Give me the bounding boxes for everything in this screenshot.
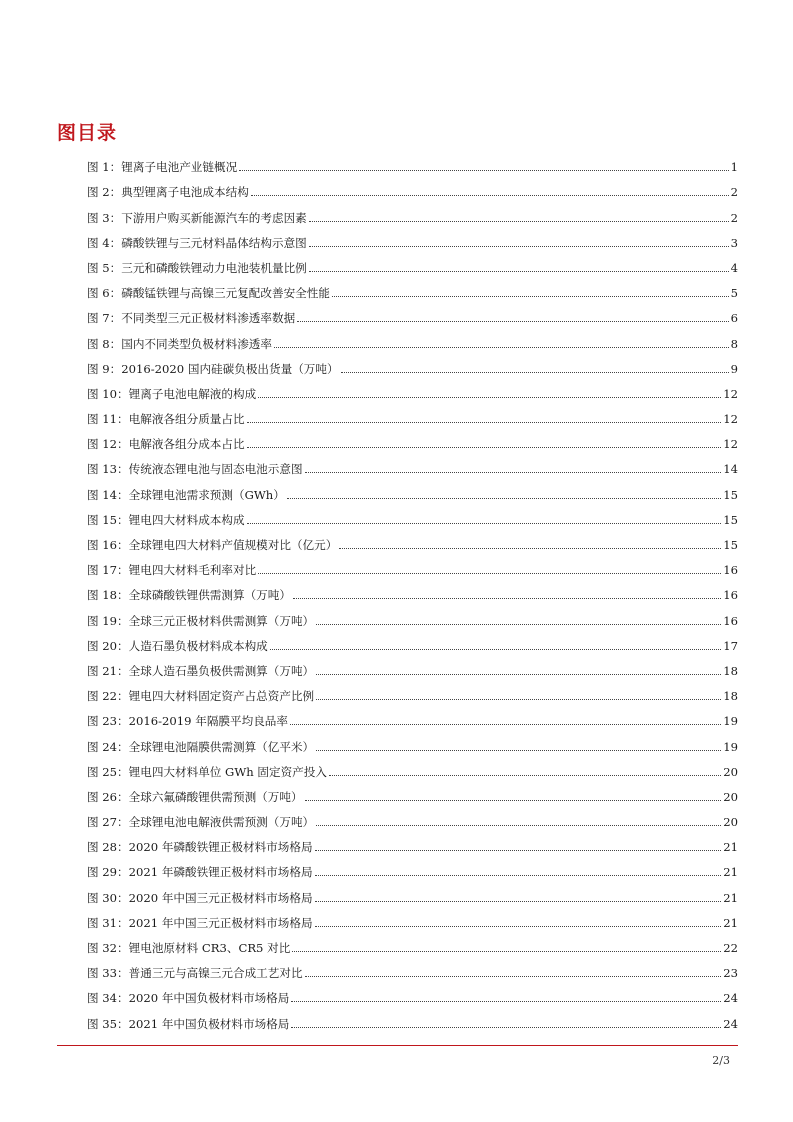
- toc-entry-page: 20: [723, 764, 738, 779]
- toc-dot-leader: [315, 901, 722, 902]
- toc-entry[interactable]: [87, 830, 738, 855]
- toc-entry-page: 2: [730, 185, 738, 200]
- toc-entry-label: 图 29：2021 年磷酸铁锂正极材料市场格局: [87, 865, 313, 880]
- toc-dot-leader: [291, 1001, 721, 1002]
- toc-entry-label: 图 32：锂电池原材料 CR3、CR5 对比: [87, 941, 291, 955]
- toc-dot-leader: [239, 170, 728, 171]
- toc-entry[interactable]: [87, 251, 738, 276]
- toc-entry-page: 8: [730, 336, 738, 351]
- toc-entry-page: 2: [730, 210, 738, 225]
- toc-entry-page: 20: [723, 815, 738, 830]
- toc-entry-label: 图 30：2020 年中国三元正极材料市场格局: [87, 890, 313, 905]
- toc-dot-leader: [247, 523, 722, 524]
- toc-dot-leader: [305, 472, 722, 473]
- toc-entry[interactable]: [87, 276, 738, 301]
- toc-entry-label: 图 14：全球锂电池需求预测（GWh）: [87, 487, 285, 502]
- toc-dot-leader: [247, 447, 722, 448]
- toc-entry[interactable]: [87, 377, 738, 402]
- toc-entry-label: 图 24：全球锂电池隔膜供需测算（亿平米）: [87, 739, 315, 754]
- toc-entry-page: 12: [723, 386, 738, 401]
- toc-entry-label: 图 21：全球人造石墨负极供需测算（万吨）: [87, 663, 315, 678]
- toc-entry[interactable]: [87, 578, 738, 603]
- toc-entry-page: 24: [723, 1016, 738, 1031]
- toc-dot-leader: [305, 976, 722, 977]
- toc-entry-label: 图 15：锂电四大材料成本构成: [87, 512, 245, 527]
- toc-entry-page: 15: [723, 487, 738, 502]
- toc-entry[interactable]: [87, 629, 738, 654]
- toc-entry-label: 图 3：下游用户购买新能源汽车的考虑因素: [87, 210, 307, 225]
- toc-entry[interactable]: [87, 200, 738, 225]
- toc-entry[interactable]: [87, 301, 738, 326]
- toc-entry-label: 图 27：全球锂电池电解液供需预测（万吨）: [87, 815, 315, 830]
- toc-dot-leader: [329, 775, 721, 776]
- toc-dot-leader: [316, 624, 721, 625]
- toc-entry-label: 图 17：锂电四大材料毛利率对比: [87, 563, 257, 578]
- toc-entry[interactable]: [87, 805, 738, 830]
- toc-entry-page: 15: [723, 538, 738, 552]
- toc-dot-leader: [293, 598, 721, 599]
- toc-entry[interactable]: [87, 326, 738, 351]
- toc-entry-page: 19: [723, 714, 738, 729]
- toc-entry-label: 图 31：2021 年中国三元正极材料市场格局: [87, 915, 313, 930]
- toc-dot-leader: [290, 724, 721, 725]
- toc-entry-label: 图 23：2016-2019 年隔膜平均良品率: [87, 714, 288, 729]
- toc-entry[interactable]: [87, 704, 738, 729]
- toc-entry[interactable]: [87, 956, 738, 981]
- toc-entry-label: 图 12：电解液各组分成本占比: [87, 437, 245, 452]
- toc-entry-label: 图 10：锂离子电池电解液的构成: [87, 386, 257, 401]
- toc-entry[interactable]: [87, 150, 738, 175]
- toc-entry-page: 15: [723, 512, 738, 527]
- toc-entry-label: 图 20：人造石墨负极材料成本构成: [87, 638, 268, 653]
- toc-entry-page: 23: [723, 966, 738, 981]
- toc-entry[interactable]: [87, 906, 738, 931]
- toc-entry[interactable]: [87, 1006, 738, 1031]
- toc-dot-leader: [316, 699, 721, 700]
- toc-entry-label: 图 16：全球锂电四大材料产值规模对比（亿元）: [87, 538, 338, 552]
- toc-dot-leader: [258, 397, 721, 398]
- toc-dot-leader: [258, 573, 721, 574]
- toc-dot-leader: [332, 296, 729, 297]
- toc-entry[interactable]: [87, 755, 738, 780]
- toc-entry-label: 图 11：电解液各组分质量占比: [87, 412, 245, 427]
- toc-dot-leader: [316, 750, 721, 751]
- toc-entry-label: 图 2：典型锂离子电池成本结构: [87, 185, 249, 200]
- toc-dot-leader: [315, 875, 722, 876]
- toc-entry-page: 1: [730, 160, 738, 175]
- toc-entry[interactable]: [87, 880, 738, 905]
- toc-entry-page: 9: [730, 361, 738, 376]
- toc-dot-leader: [292, 951, 721, 952]
- toc-entry[interactable]: [87, 603, 738, 628]
- toc-entry-label: 图 8：国内不同类型负极材料渗透率: [87, 336, 272, 351]
- toc-entry-label: 图 4：磷酸铁锂与三元材料晶体结构示意图: [87, 235, 307, 250]
- toc-entry-label: 图 13：传统液态锂电池与固态电池示意图: [87, 462, 303, 477]
- toc-entry-page: 21: [723, 890, 738, 905]
- toc-heading: 图目录: [57, 122, 118, 144]
- toc-dot-leader: [315, 850, 722, 851]
- toc-dot-leader: [305, 800, 722, 801]
- toc-entry-page: 12: [723, 412, 738, 427]
- toc-entry-page: 16: [723, 613, 738, 628]
- toc-dot-leader: [316, 674, 721, 675]
- toc-entry-label: 图 7：不同类型三元正极材料渗透率数据: [87, 311, 296, 326]
- toc-dot-leader: [315, 926, 722, 927]
- toc-dot-leader: [316, 825, 721, 826]
- toc-entry-page: 16: [723, 588, 738, 603]
- toc-dot-leader: [341, 372, 729, 373]
- toc-entry[interactable]: [87, 931, 738, 956]
- toc-dot-leader: [297, 321, 728, 322]
- toc-dot-leader: [247, 422, 722, 423]
- toc-entry[interactable]: [87, 226, 738, 251]
- toc-entry-label: 图 22：锂电四大材料固定资产占总资产比例: [87, 689, 315, 704]
- toc-entry[interactable]: [87, 780, 738, 805]
- toc-entry[interactable]: [87, 528, 738, 553]
- footer-divider: [57, 1045, 738, 1046]
- toc-dot-leader: [274, 347, 729, 348]
- toc-entry[interactable]: [87, 503, 738, 528]
- toc-entry[interactable]: [87, 981, 738, 1006]
- toc-entry-page: 18: [723, 689, 738, 704]
- toc-entry[interactable]: [87, 352, 738, 377]
- toc-entry-page: 20: [723, 789, 738, 804]
- toc-dot-leader: [339, 548, 721, 549]
- toc-entry-page: 22: [723, 941, 738, 955]
- toc-entry-page: 24: [723, 991, 738, 1006]
- toc-entry-label: 图 1：锂离子电池产业链概况: [87, 160, 238, 175]
- toc-dot-leader: [287, 498, 721, 499]
- toc-entry[interactable]: [87, 855, 738, 880]
- toc-entry-label: 图 19：全球三元正极材料供需测算（万吨）: [87, 613, 315, 628]
- toc-entry-label: 图 5：三元和磷酸铁锂动力电池装机量比例: [87, 260, 307, 275]
- toc-entry[interactable]: [87, 654, 738, 679]
- toc-entry[interactable]: [87, 427, 738, 452]
- toc-entry[interactable]: [87, 402, 738, 427]
- toc-entry-label: 图 34：2020 年中国负极材料市场格局: [87, 991, 290, 1006]
- toc-entry-page: 21: [723, 865, 738, 880]
- toc-dot-leader: [291, 1027, 721, 1028]
- toc-entry[interactable]: [87, 553, 738, 578]
- toc-dot-leader: [251, 195, 729, 196]
- page-number: 2/3: [712, 1054, 730, 1067]
- toc-entry-page: 21: [723, 840, 738, 855]
- toc-entry-page: 5: [730, 286, 738, 301]
- toc-entry[interactable]: [87, 729, 738, 754]
- toc-entry-label: 图 6：磷酸锰铁锂与高镍三元复配改善安全性能: [87, 286, 330, 301]
- toc-entry-page: 18: [723, 663, 738, 678]
- toc-dot-leader: [309, 271, 729, 272]
- toc-entry-label: 图 28：2020 年磷酸铁锂正极材料市场格局: [87, 840, 313, 855]
- toc-dot-leader: [270, 649, 721, 650]
- toc-entry-page: 21: [723, 915, 738, 930]
- toc-dot-leader: [309, 221, 729, 222]
- toc-entry[interactable]: [87, 679, 738, 704]
- toc-entry-label: 图 26：全球六氟磷酸锂供需预测（万吨）: [87, 789, 303, 804]
- toc-entry-label: 图 25：锂电四大材料单位 GWh 固定资产投入: [87, 764, 327, 779]
- toc-entry-label: 图 18：全球磷酸铁锂供需测算（万吨）: [87, 588, 291, 603]
- toc-entry-label: 图 35：2021 年中国负极材料市场格局: [87, 1016, 290, 1031]
- toc-entry-label: 图 9：2016-2020 国内硅碳负极出货量（万吨）: [87, 361, 339, 376]
- toc-entry-page: 19: [723, 739, 738, 754]
- toc-entry-page: 12: [723, 437, 738, 452]
- toc-entry[interactable]: [87, 175, 738, 200]
- toc-entry-page: 17: [723, 638, 738, 653]
- toc-entry-page: 16: [723, 563, 738, 578]
- toc-entry-page: 6: [730, 311, 738, 326]
- figure-table-of-contents: [87, 150, 738, 1032]
- toc-dot-leader: [309, 246, 729, 247]
- toc-entry[interactable]: [87, 477, 738, 502]
- toc-entry-page: 3: [730, 235, 738, 250]
- toc-entry[interactable]: [87, 452, 738, 477]
- toc-entry-label: 图 33：普通三元与高镍三元合成工艺对比: [87, 966, 303, 981]
- toc-entry-page: 4: [730, 260, 738, 275]
- toc-entry-page: 14: [723, 462, 738, 477]
